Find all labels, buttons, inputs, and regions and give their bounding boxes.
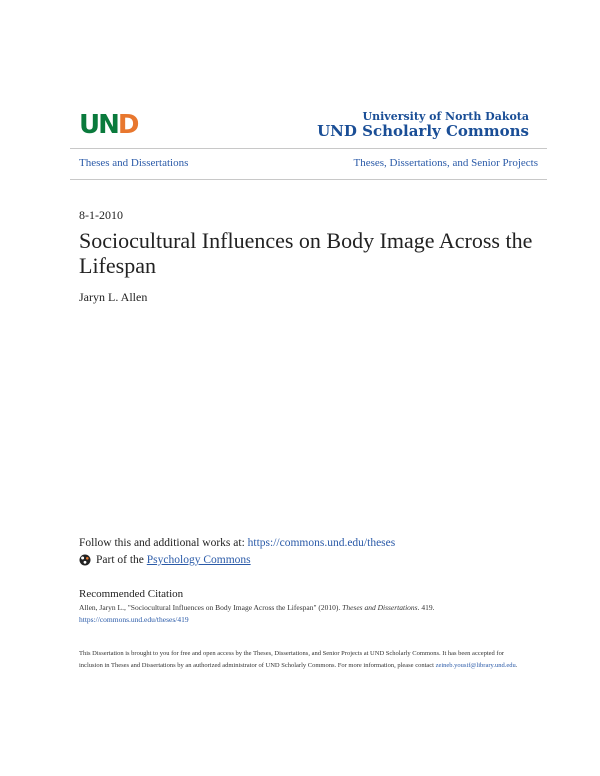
und-logo xyxy=(79,110,137,140)
follow-prefix: Follow this and additional works at: xyxy=(79,537,248,549)
citation-body: Allen, Jaryn L., "Sociocultural Influences on Body Image Across the Lifespan" (2010). xyxy=(79,603,343,612)
psychology-commons-link[interactable]: Psychology Commons xyxy=(146,554,251,566)
citation-text xyxy=(79,602,539,626)
logo-un-text: UN xyxy=(79,110,118,140)
follow-url-link[interactable]: https://commons.und.edu/theses xyxy=(247,537,396,549)
header-divider-bottom xyxy=(70,179,547,180)
repository-name: UND Scholarly Commons xyxy=(317,122,529,140)
network-icon xyxy=(79,554,91,566)
citation-number: . 419. xyxy=(417,603,435,612)
citation-url-link[interactable]: https://commons.und.edu/theses/419 xyxy=(79,615,189,624)
follow-line xyxy=(79,537,395,549)
recommended-citation-heading: Recommended Citation xyxy=(79,588,184,600)
citation-series: Theses and Dissertations xyxy=(342,603,418,612)
logo-d-text: D xyxy=(117,110,138,140)
university-name: University of North Dakota xyxy=(362,110,529,123)
notice-end: . xyxy=(515,661,518,669)
part-of-prefix: Part of the xyxy=(96,554,144,566)
nav-collection-link[interactable]: Theses, Dissertations, and Senior Projects xyxy=(353,157,538,169)
notice-text: This Dissertation is brought to you for free and open access by the Theses, Dissertations, and Senior Projects at UND Scholarly Commons. It has been accepted for inclusion in Theses and Dissertations by an authorized administrator of UND Scholarly Commons. For more information, please contact xyxy=(79,650,504,669)
author-name: Jaryn L. Allen xyxy=(79,290,148,304)
access-notice xyxy=(79,648,524,671)
nav-theses-link[interactable]: Theses and Dissertations xyxy=(79,157,189,169)
part-of-line xyxy=(79,554,251,566)
contact-email-link[interactable]: zeineb.yousif@library.und.edu xyxy=(435,661,516,669)
header-divider-top xyxy=(70,148,547,149)
publication-date: 8-1-2010 xyxy=(79,208,123,222)
document-title: Sociocultural Influences on Body Image Across the Lifespan xyxy=(79,228,533,278)
